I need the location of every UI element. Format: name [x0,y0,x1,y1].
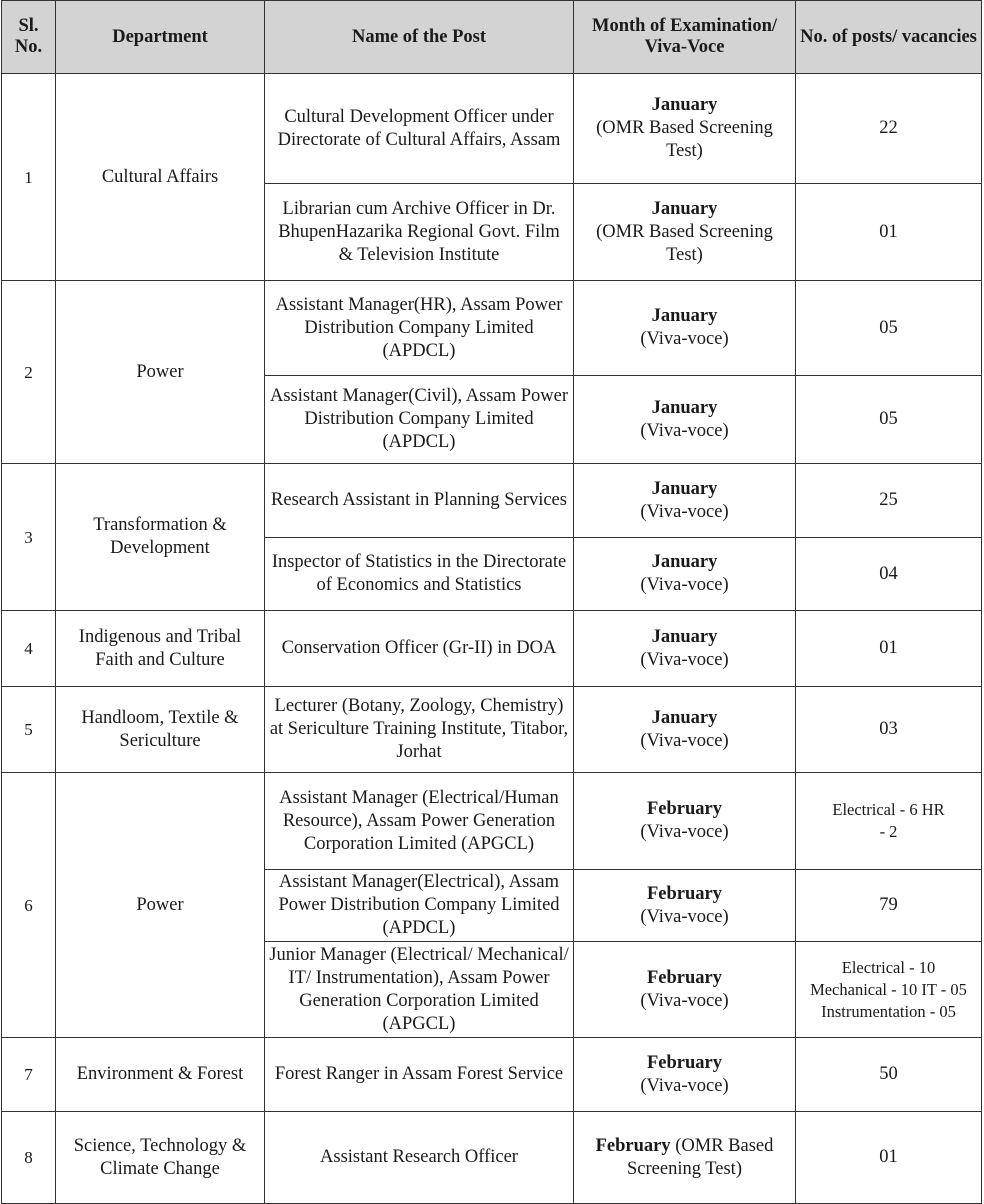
header-department: Department [56,1,265,74]
post-cell: Assistant Manager (Electrical/Human Resource), Assam Power Generation Corporation Limited (APGCL) [265,773,574,870]
month-label: January [651,95,718,115]
vacancy-breakdown: Electrical - 6 HR - 2 [832,800,945,841]
exam-mode: (Viva-voce) [640,575,729,595]
sl-no-cell: 7 [2,1038,56,1112]
vacancies-cell: 25 [796,464,982,538]
exam-mode: (OMR Based Screening Test) [596,118,773,161]
month-cell [574,1038,796,1112]
department-cell: Power [56,281,265,464]
table-row [2,611,982,687]
exam-mode: (Viva-voce) [640,730,729,751]
vacancies-cell: 01 [796,611,982,687]
post-cell: Lecturer (Botany, Zoology, Chemistry) at Sericulture Training Institute, Titabor, Jorhat [265,687,574,773]
post-cell: Assistant Manager(Civil), Assam Power Distribution Company Limited (APDCL) [265,376,574,464]
month-label: January [651,707,718,728]
month-cell [574,74,796,184]
vacancies-cell [796,942,982,1038]
month-label: February [595,1135,671,1156]
department-cell: Cultural Affairs [56,74,265,281]
month-cell [574,464,796,538]
sl-no-cell: 2 [2,281,56,464]
table-row [2,464,982,538]
post-cell: Inspector of Statistics in the Directorate of Economics and Statistics [265,538,574,611]
table-row [2,687,982,773]
exam-mode: (Viva-voce) [640,822,729,842]
month-cell [574,1112,796,1204]
vacancy-breakdown: Electrical - 10 Mechanical - 10 IT - 05 Instrumentation - 05 [810,957,967,1021]
department-cell: Handloom, Textile & Sericulture [56,687,265,773]
vacancies-cell: 22 [796,74,982,184]
month-label: February [646,799,722,819]
post-cell: Conservation Officer (Gr-II) in DOA [265,611,574,687]
vacancies-cell: 04 [796,538,982,611]
exam-mode: (OMR Based Screening Test) [627,1135,774,1179]
department-cell: Power [56,773,265,1038]
vacancies-cell [796,773,982,870]
month-cell [574,376,796,464]
sl-no-cell: 1 [2,74,56,281]
header-vacancies: No. of posts/ vacancies [796,1,982,74]
post-cell: Research Assistant in Planning Services [265,464,574,538]
month-label: January [651,478,718,499]
month-cell [574,773,796,870]
recruitment-schedule-table [1,0,982,1204]
department-cell: Environment & Forest [56,1038,265,1112]
month-cell [574,687,796,773]
post-cell: Assistant Manager(HR), Assam Power Distribution Company Limited (APDCL) [265,281,574,376]
post-cell: Forest Ranger in Assam Forest Service [265,1038,574,1112]
month-label: January [651,552,718,572]
exam-mode: (Viva-voce) [640,420,729,441]
header-sl-no: Sl. No. [2,1,56,74]
exam-mode: (Viva-voce) [640,329,729,349]
department-cell: Indigenous and Tribal Faith and Culture [56,611,265,687]
exam-mode: (Viva-voce) [640,649,729,670]
vacancies-cell: 79 [796,870,982,942]
exam-mode: (Viva-voce) [640,501,729,522]
month-label: January [651,306,718,326]
month-label: February [646,1052,722,1073]
month-cell [574,184,796,281]
post-cell: Cultural Development Officer under Directorate of Cultural Affairs, Assam [265,74,574,184]
exam-mode: (Viva-voce) [640,906,729,927]
vacancies-cell: 05 [796,376,982,464]
month-label: January [651,626,718,647]
month-cell [574,538,796,611]
sl-no-cell: 4 [2,611,56,687]
table-row [2,74,982,184]
table-row [2,281,982,376]
header-row [2,1,982,74]
vacancies-cell: 01 [796,1112,982,1204]
vacancies-cell: 03 [796,687,982,773]
department-cell: Science, Technology & Climate Change [56,1112,265,1204]
month-label: January [651,397,718,418]
month-label: January [651,198,718,219]
sl-no-cell: 8 [2,1112,56,1204]
table-row [2,1112,982,1204]
sl-no-cell: 6 [2,773,56,1038]
table-row [2,773,982,870]
month-label: February [646,883,722,904]
table-row [2,1038,982,1112]
post-cell: Assistant Manager(Electrical), Assam Power Distribution Company Limited (APDCL) [265,870,574,942]
exam-mode: (Viva-voce) [640,1075,729,1096]
post-cell: Junior Manager (Electrical/ Mechanical/ IT/ Instrumentation), Assam Power Generation Corporation Limited (APGCL) [265,942,574,1038]
vacancies-cell: 50 [796,1038,982,1112]
month-cell [574,281,796,376]
header-month: Month of Examination/ Viva-Voce [574,1,796,74]
exam-mode: (Viva-voce) [640,990,729,1011]
month-label: February [646,967,722,988]
month-cell [574,942,796,1038]
post-cell: Assistant Research Officer [265,1112,574,1204]
department-cell: Transformation & Development [56,464,265,611]
vacancies-cell: 01 [796,184,982,281]
month-cell [574,611,796,687]
vacancies-cell: 05 [796,281,982,376]
month-cell [574,870,796,942]
header-post: Name of the Post [265,1,574,74]
exam-mode: (OMR Based Screening Test) [596,221,773,265]
post-cell: Librarian cum Archive Officer in Dr. BhupenHazarika Regional Govt. Film & Television Institute [265,184,574,281]
sl-no-cell: 5 [2,687,56,773]
sl-no-cell: 3 [2,464,56,611]
